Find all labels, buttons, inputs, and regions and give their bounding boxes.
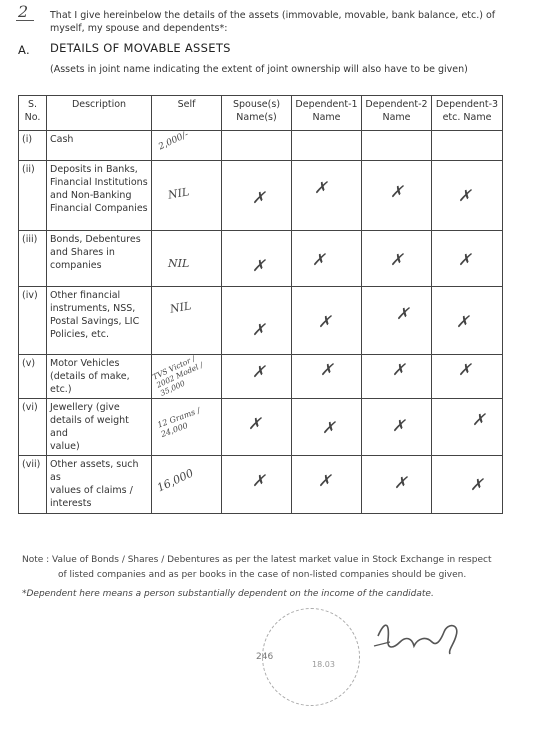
stamp-date: 18.03 xyxy=(312,660,335,669)
self-value: 16,000 xyxy=(152,456,222,514)
self-value: 12 Grams / 24,000 xyxy=(152,399,222,456)
underline-mark xyxy=(16,20,34,21)
dep1-value xyxy=(292,131,362,161)
spouse-value: ✗ xyxy=(222,161,292,231)
spouse-value: ✗ xyxy=(222,456,292,514)
self-value: NIL xyxy=(152,231,222,287)
official-stamp xyxy=(262,608,360,706)
spouse-value: ✗ xyxy=(222,355,292,399)
dep2-value: ✗ xyxy=(362,355,432,399)
header-dependent-2: Dependent-2 Name xyxy=(362,96,432,131)
table-row xyxy=(19,355,503,399)
dep1-value: ✗ xyxy=(292,161,362,231)
self-value: 2,000/- xyxy=(152,131,222,161)
movable-assets-table xyxy=(18,95,503,514)
table-row xyxy=(19,399,503,456)
row-description: Deposits in Banks, Financial Institutions and Non-Banking Financial Companies xyxy=(47,161,152,231)
header-spouse: Spouse(s) Name(s) xyxy=(222,96,292,131)
table-row xyxy=(19,161,503,231)
row-description: Other assets, such as values of claims / interests xyxy=(47,456,152,514)
row-sno: (vii) xyxy=(19,456,47,514)
row-description: Bonds, Debentures and Shares in companies xyxy=(47,231,152,287)
header-sno: S. No. xyxy=(19,96,47,131)
row-description: Cash xyxy=(47,131,152,161)
dep2-value: ✗ xyxy=(362,399,432,456)
section-title: DETAILS OF MOVABLE ASSETS xyxy=(50,41,231,55)
handwritten-page-number: 2 xyxy=(18,2,29,21)
spouse-value: ✗ xyxy=(222,287,292,355)
row-sno: (i) xyxy=(19,131,47,161)
dep2-value xyxy=(362,131,432,161)
dep3-value xyxy=(432,131,503,161)
header-self: Self xyxy=(152,96,222,131)
section-letter: A. xyxy=(18,43,30,57)
dep1-value: ✗ xyxy=(292,355,362,399)
spouse-value: ✗ xyxy=(222,399,292,456)
intro-line-2: myself, my spouse and dependents*: xyxy=(50,23,228,34)
dep3-value: ✗ xyxy=(432,456,503,514)
dep1-value: ✗ xyxy=(292,287,362,355)
header-dependent-3: Dependent-3 etc. Name xyxy=(432,96,503,131)
intro-line-1: That I give hereinbelow the details of the assets (immovable, movable, bank balance, etc.) of xyxy=(50,10,496,21)
note-line-1: Note : Value of Bonds / Shares / Debentures as per the latest market value in Stock Exchange in respect xyxy=(22,555,492,565)
note-dependent-definition: *Dependent here means a person substantially dependent on the income of the candidate. xyxy=(22,589,434,599)
dep3-value: ✗ xyxy=(432,287,503,355)
row-description: Other financial instruments, NSS, Postal Savings, LIC Policies, etc. xyxy=(47,287,152,355)
spouse-value: ✗ xyxy=(222,231,292,287)
table-header-row xyxy=(19,96,503,131)
dep2-value: ✗ xyxy=(362,161,432,231)
stamp-number: 246 xyxy=(256,652,274,662)
row-sno: (v) xyxy=(19,355,47,399)
header-dependent-1: Dependent-1 Name xyxy=(292,96,362,131)
dep3-value: ✗ xyxy=(432,355,503,399)
dep1-value: ✗ xyxy=(292,231,362,287)
dep3-value: ✗ xyxy=(432,161,503,231)
dep2-value: ✗ xyxy=(362,456,432,514)
dep2-value: ✗ xyxy=(362,287,432,355)
self-value: NIL xyxy=(152,287,222,355)
row-sno: (iii) xyxy=(19,231,47,287)
spouse-value xyxy=(222,131,292,161)
row-sno: (iv) xyxy=(19,287,47,355)
table-row xyxy=(19,456,503,514)
dep1-value: ✗ xyxy=(292,456,362,514)
table-row xyxy=(19,131,503,161)
table-row xyxy=(19,287,503,355)
table-row xyxy=(19,231,503,287)
self-value: TVS Victor / 2002 Model / 35,000 xyxy=(152,355,222,399)
row-description: Jewellery (give details of weight and value) xyxy=(47,399,152,456)
signature xyxy=(370,612,470,658)
dep2-value: ✗ xyxy=(362,231,432,287)
section-subtitle: (Assets in joint name indicating the extent of joint ownership will also have to be given) xyxy=(50,64,468,75)
note-line-2: of listed companies and as per books in the case of non-listed companies should be given. xyxy=(58,570,467,580)
dep3-value: ✗ xyxy=(432,399,503,456)
header-description: Description xyxy=(47,96,152,131)
row-sno: (ii) xyxy=(19,161,47,231)
row-sno: (vi) xyxy=(19,399,47,456)
dep3-value: ✗ xyxy=(432,231,503,287)
row-description: Motor Vehicles (details of make, etc.) xyxy=(47,355,152,399)
dep1-value: ✗ xyxy=(292,399,362,456)
self-value: NIL xyxy=(152,161,222,231)
